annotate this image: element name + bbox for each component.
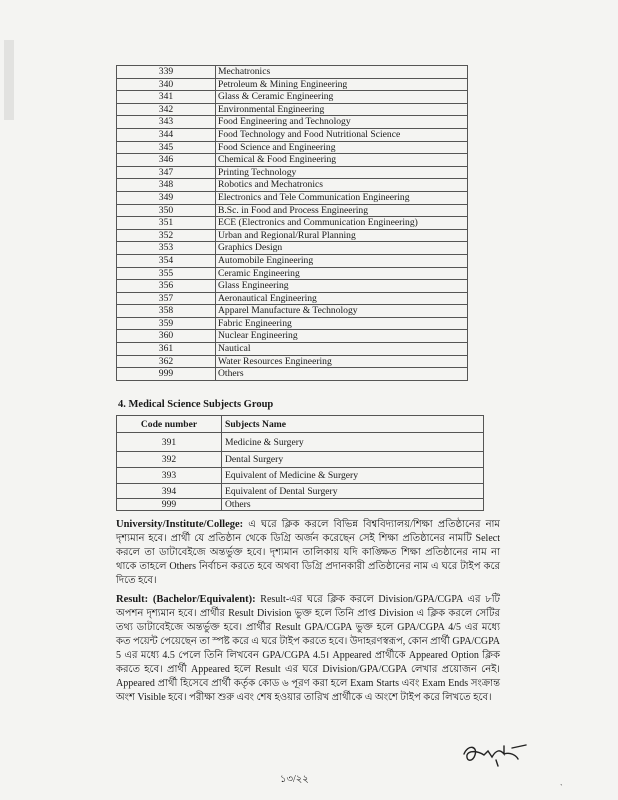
subject-name: Printing Technology bbox=[216, 166, 468, 179]
subject-code: 350 bbox=[117, 204, 216, 217]
subject-name: Equivalent of Medicine & Surgery bbox=[222, 468, 484, 484]
university-label: University/Institute/College: bbox=[116, 519, 244, 530]
table-row bbox=[117, 468, 484, 484]
subject-name: Nautical bbox=[216, 343, 468, 356]
subject-code: 349 bbox=[117, 191, 216, 204]
subject-name: Food Engineering and Technology bbox=[216, 116, 468, 129]
subject-name: Graphics Design bbox=[216, 242, 468, 255]
table-row bbox=[117, 317, 468, 330]
subject-name: Electronics and Tele Communication Engineering bbox=[216, 191, 468, 204]
table-row bbox=[117, 330, 468, 343]
result-paragraph bbox=[116, 593, 500, 705]
table-row bbox=[117, 484, 484, 499]
subject-code: 348 bbox=[117, 179, 216, 192]
table-row bbox=[117, 191, 468, 204]
subject-name: Urban and Regional/Rural Planning bbox=[216, 229, 468, 242]
subject-code: 358 bbox=[117, 305, 216, 318]
table-row bbox=[117, 91, 468, 104]
table-row bbox=[117, 179, 468, 192]
subject-name: Others bbox=[222, 499, 484, 511]
subject-code: 391 bbox=[117, 433, 222, 452]
subject-code: 999 bbox=[117, 499, 222, 511]
table-header-row bbox=[117, 416, 484, 433]
subject-name: Glass Engineering bbox=[216, 280, 468, 293]
subject-code: 347 bbox=[117, 166, 216, 179]
table-row bbox=[117, 368, 468, 381]
subject-code: 354 bbox=[117, 254, 216, 267]
subject-name: Equivalent of Dental Surgery bbox=[222, 484, 484, 499]
table-row bbox=[117, 499, 484, 511]
table-row bbox=[117, 141, 468, 154]
subject-name: Others bbox=[216, 368, 468, 381]
table-row bbox=[117, 242, 468, 255]
table-row bbox=[117, 66, 468, 79]
subject-code: 343 bbox=[117, 116, 216, 129]
subject-name: Apparel Manufacture & Technology bbox=[216, 305, 468, 318]
subject-name: Petroleum & Mining Engineering bbox=[216, 78, 468, 91]
table-row bbox=[117, 292, 468, 305]
subject-code: 360 bbox=[117, 330, 216, 343]
table-row bbox=[117, 103, 468, 116]
subject-name: Chemical & Food Engineering bbox=[216, 154, 468, 167]
subject-name: Environmental Engineering bbox=[216, 103, 468, 116]
result-label: Result: (Bachelor/Equivalent): bbox=[116, 594, 256, 605]
engineering-subjects-table bbox=[116, 65, 468, 381]
subject-name: Glass & Ceramic Engineering bbox=[216, 91, 468, 104]
table-row bbox=[117, 116, 468, 129]
table-row bbox=[117, 267, 468, 280]
subject-name: Food Technology and Food Nutritional Science bbox=[216, 128, 468, 141]
university-text: এ ঘরে ক্লিক করলে বিভিন্ন বিশ্ববিদ্যালয়/শিক্ষা প্রতিষ্ঠানের নাম দৃশ্যমান হবে। প্রার্থী যে প্রতিষ্ঠান থেকে ডিগ্রি অর্জন করেছেন সেই শিক্ষা প্রতিষ্ঠানের নামটি Select করলে তা ডাটাবেইজে অন্তর্ভুক্ত হবে। দৃশ্যমান তালিকায় যদি কাঙ্ক্ষিত শিক্ষা প্রতিষ্ঠানের নাম না থাকে তাহলে Others নির্বাচন করতে হবে অথবা ডিগ্রি প্রদানকারী প্রতিষ্ঠানের নাম এ ঘরে টাইপ করে দিতে হবে। bbox=[116, 519, 500, 586]
subject-code: 362 bbox=[117, 355, 216, 368]
result-text: Result-এর ঘরে ক্লিক করলে Division/GPA/CGPA এর ৮টি অপশন দৃশ্যমান হবে। প্রার্থীর Result Division ভুক্ত হলে তিনি প্রাপ্ত Division এ ক্লিক করলে সেটির তথ্য ডাটাবেইজে অন্তর্ভুক্ত হবে। প্রার্থীর Result GPA/CGPA ভুক্ত হলে GPA/CGPA 4/5 এর মধ্যে কত পয়েন্ট পেয়েছেন তা স্পষ্ট করে এ ঘরে টাইপ করতে হবে। উদাহরণস্বরূপ, কোন প্রার্থী GPA/CGPA 5 এর মধ্যে 4.5 পেলে তিনি লিখবেন GPA/CGPA 4.5। Appeared প্রার্থীকে Appeared Option ক্লিক করতে হবে। প্রার্থী Appeared হলে Result এর ঘরে Division/GPA/CGPA লেখার প্রয়োজন নেই। Appeared প্রার্থী হিসেবে প্রার্থী কর্তৃক কোড ৬ পূরণ করা হলে Exam Starts এবং Exam Ends সংক্রান্ত অংশ Visible হবে। পরীক্ষা শুরু এবং শেষ হওয়ার তারিখ প্রার্থীকে এ অংশে টাইপ করে লিখতে হবে। bbox=[116, 594, 501, 703]
page-number: ১৩/২২ bbox=[280, 774, 309, 785]
subject-code: 339 bbox=[117, 66, 216, 79]
medical-section-title: 4. Medical Science Subjects Group bbox=[118, 399, 274, 410]
table-row bbox=[117, 217, 468, 230]
table-row bbox=[117, 280, 468, 293]
subject-code: 361 bbox=[117, 343, 216, 356]
table-row bbox=[117, 204, 468, 217]
subject-code: 352 bbox=[117, 229, 216, 242]
subject-name: Nuclear Engineering bbox=[216, 330, 468, 343]
subject-name: Fabric Engineering bbox=[216, 317, 468, 330]
subject-name: Ceramic Engineering bbox=[216, 267, 468, 280]
subject-name: Dental Surgery bbox=[222, 452, 484, 468]
table-row bbox=[117, 254, 468, 267]
table-row bbox=[117, 166, 468, 179]
scan-edge-shadow bbox=[4, 40, 14, 120]
subject-code: 393 bbox=[117, 468, 222, 484]
subject-code: 394 bbox=[117, 484, 222, 499]
table-row bbox=[117, 452, 484, 468]
table-row bbox=[117, 154, 468, 167]
subject-name: Mechatronics bbox=[216, 66, 468, 79]
subject-code: 346 bbox=[117, 154, 216, 167]
code-header: Code number bbox=[117, 416, 222, 433]
table-row bbox=[117, 343, 468, 356]
subject-code: 342 bbox=[117, 103, 216, 116]
subject-code: 356 bbox=[117, 280, 216, 293]
subject-code: 344 bbox=[117, 128, 216, 141]
signature bbox=[458, 740, 530, 770]
subject-code: 357 bbox=[117, 292, 216, 305]
medical-subjects-table bbox=[116, 415, 484, 511]
subject-name: Automobile Engineering bbox=[216, 254, 468, 267]
table-row bbox=[117, 355, 468, 368]
subject-code: 392 bbox=[117, 452, 222, 468]
subject-code: 353 bbox=[117, 242, 216, 255]
subject-code: 359 bbox=[117, 317, 216, 330]
subject-code: 341 bbox=[117, 91, 216, 104]
university-paragraph bbox=[116, 518, 500, 588]
table-row bbox=[117, 128, 468, 141]
subject-name: Medicine & Surgery bbox=[222, 433, 484, 452]
subject-code: 345 bbox=[117, 141, 216, 154]
scan-mark: ` bbox=[560, 783, 563, 792]
subject-code: 999 bbox=[117, 368, 216, 381]
subject-name: Robotics and Mechatronics bbox=[216, 179, 468, 192]
subject-name: Aeronautical Engineering bbox=[216, 292, 468, 305]
subject-name: B.Sc. in Food and Process Engineering bbox=[216, 204, 468, 217]
table-row bbox=[117, 78, 468, 91]
subject-name: ECE (Electronics and Communication Engineering) bbox=[216, 217, 468, 230]
subject-name: Water Resources Engineering bbox=[216, 355, 468, 368]
table-row bbox=[117, 433, 484, 452]
subject-name: Food Science and Engineering bbox=[216, 141, 468, 154]
subject-code: 355 bbox=[117, 267, 216, 280]
table-row bbox=[117, 229, 468, 242]
subject-code: 351 bbox=[117, 217, 216, 230]
subject-code: 340 bbox=[117, 78, 216, 91]
subject-header: Subjects Name bbox=[222, 416, 484, 433]
table-row bbox=[117, 305, 468, 318]
